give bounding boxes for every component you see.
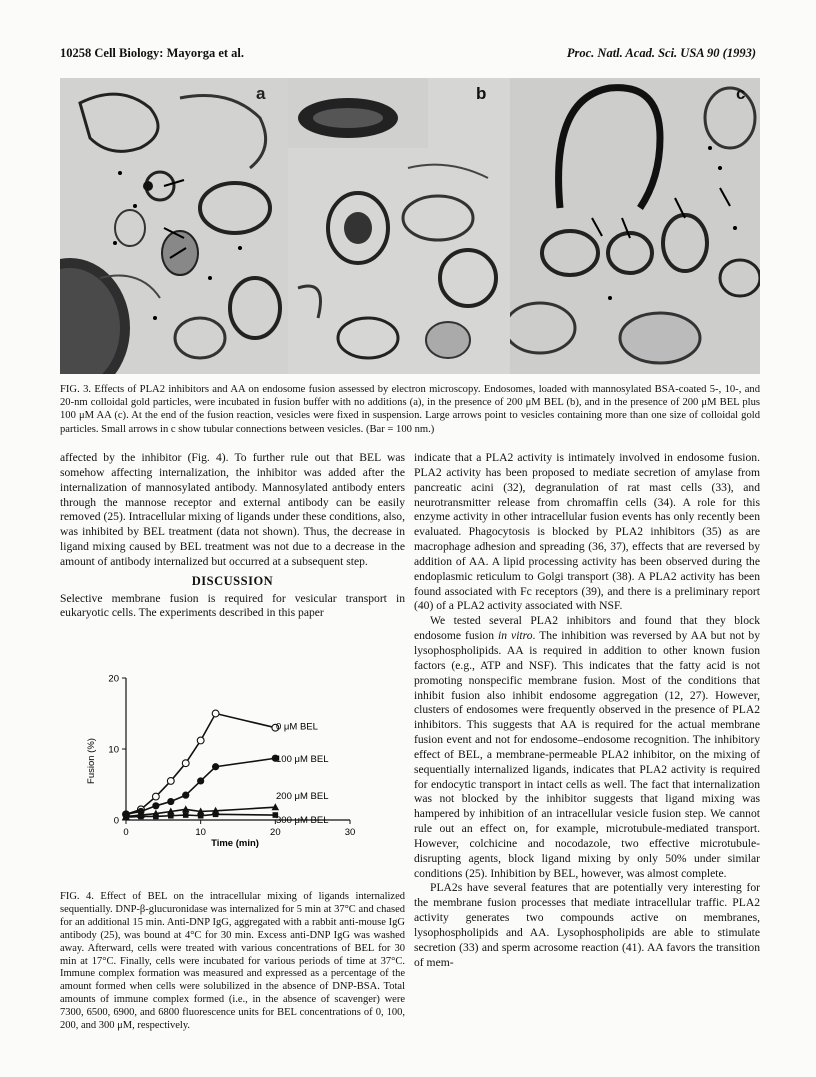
data-point — [213, 812, 219, 818]
figure-3-micrographs — [60, 78, 760, 374]
x-tick-label: 20 — [270, 827, 281, 838]
right-para-2-italic: in vitro — [498, 629, 533, 643]
micrograph-b-image — [288, 78, 510, 374]
x-tick-label: 30 — [344, 827, 356, 838]
left-column-text — [60, 451, 405, 621]
data-point — [182, 805, 190, 812]
right-column-text — [414, 451, 760, 971]
micrograph-a-image — [60, 78, 288, 374]
data-point — [167, 778, 174, 785]
data-point — [197, 777, 204, 784]
data-point — [123, 814, 129, 820]
y-axis-label: Fusion (%) — [86, 738, 97, 784]
series-label: 100 μM BEL — [276, 754, 329, 766]
data-point — [152, 802, 159, 809]
data-point — [167, 798, 174, 805]
x-tick-label: 0 — [123, 827, 129, 838]
y-tick-label: 0 — [113, 815, 119, 827]
right-para-2-start: We tested several PLA2 inhibitors and found that they block endosome fusion — [414, 614, 760, 643]
data-point — [212, 763, 219, 770]
left-para-2: Selective membrane fusion is required for vesicular transport in eukaryotic cells. The experiments described in this paper — [60, 591, 405, 620]
panel-label-c: c — [736, 84, 746, 103]
micrograph-panel-c — [510, 78, 760, 374]
right-para-2 — [414, 614, 760, 881]
header-left: 10258 Cell Biology: Mayorga et al. — [60, 46, 244, 60]
micrograph-panel-a — [60, 78, 288, 374]
x-tick-label: 10 — [195, 827, 206, 838]
figure-3-caption: FIG. 3. Effects of PLA2 inhibitors and AA on endosome fusion assessed by electron microscopy. Endosomes, loaded with mannosylated BSA-coated 5-, 10-, and 20-nm colloidal gold particles, were incubated in fusion buffer with no additions (a), in the presence of 200 μM BEL (b), and in the presence of 200 μM BEL plus 100 μM AA (c). At the end of the fusion reaction, vesicles were fixed in suspension. Large arrows point to vesicles containing more than one size of colloidal gold particles. Small arrows in c show tubular connections between vesicles. (Bar = 100 nm.) — [60, 384, 760, 435]
y-tick-label: 10 — [108, 744, 119, 756]
figure-4-chart — [60, 666, 360, 886]
data-point — [168, 813, 174, 819]
micrograph-c-image — [510, 78, 760, 374]
data-point — [153, 814, 159, 820]
right-para-1: indicate that a PLA2 activity is intimately involved in endosome fusion. PLA2 activity has been proposed to mediate secretion of amylase from pancreatic acini (32), degranulation of rat mast cells (33), and neurotransmitter release from chromaffin cells (34). A role for this enzyme activity in other intracellular fusion events has only recently been evaluated. Phagocytosis is blocked by PLA2 inhibitors (35) as are macrophage adhesion and spreading (36, 37), effects that are reversed by addition of AA. A lipid processing activity has been observed during the endoplasmic reticulum to Golgi transport (38). A PLA2 activity has been found associated with Fc receptors (39), and there is a preliminary report (40) of a PLA2 activity associated with NSF. — [414, 451, 760, 613]
section-title-discussion: DISCUSSION — [191, 573, 274, 588]
data-point — [212, 710, 219, 717]
data-point — [198, 813, 204, 819]
right-para-3: PLA2s have several features that are potentially very interesting for the membrane fusion processes that mediate intracellular traffic. PLA2 activity generates two compounds active on membranes, lysophospholipids and AA. Lysophospholipids are able to stimulate secretion (33) and sperm acrosome reaction (41). AA favors the transition of mem- — [414, 881, 760, 969]
series-label: 200 μM BEL — [276, 791, 329, 803]
data-point — [182, 760, 189, 767]
right-para-2-end: . The inhibition was reversed by AA but not by lysophospholipids. AA is required in addition to other known fusion factors (e.g., ATP and NSF). This indicates that the fatty acid is not promoting nonspecific membrane fusion. Most of the conditions that inhibit fusion also inhibit endosome aggregation (12, 27). However, clusters of endosomes were frequently observed in the presence of PLA2 inhibitors. This suggests that AA is required for the actual membrane fusion event and not for endosome–endosome recognition. The inhibitory effect of BEL, a membrane-permeable PLA2 inhibitor, on the mixing of sequentially internalized ligands, indicates that PLA2 activity is required for endocytic transport in intact cells as well. The fact that internalization was not blocked by the inhibitor suggests that ligand mixing was hampered by inhibition of an intracellular vesicle fusion step. We cannot rule out an effect on, for example, microtubule-mediated transport. However, colchicine and nocodazole, two effective microtubule-disrupting agents, block ligand mixing by only 50% under similar conditions (25). Inhibition by BEL, however, was almost complete. — [414, 629, 760, 880]
panel-label-a: a — [256, 84, 266, 103]
data-point — [182, 792, 189, 799]
figure-4-caption: FIG. 4. Effect of BEL on the intracellular mixing of ligands internalized sequentially. DNP-β-glucuronidase was internalized for 5 min at 37°C and chased for an additional 15 min. Anti-DNP IgG, aggregated with a rabbit anti-mouse IgG antibody (25), was bound at 4°C for 30 min. Excess anti-DNP IgG was washed away. Afterward, cells were treated with various concentrations of BEL for 30 min at 17°C. Finally, cells were incubated for various periods of time at 37°C. Immune complex formation was measured and expressed as a percentage of the amount formed when cells were solubilized in the absence of DNP-BSA. Total amounts of immune complex formed (i.e., in the absence of scavenger) were 7300, 6500, 6900, and 6800 fluorescence units for BEL concentrations of 0, 100, 200, and 300 μM, respectively. — [60, 891, 405, 1032]
data-point — [183, 812, 189, 818]
running-header — [60, 46, 756, 66]
series-label: 300 μM BEL — [276, 815, 329, 827]
y-tick-label: 20 — [108, 673, 119, 685]
x-axis-label: Time (min) — [211, 838, 259, 849]
data-point — [197, 737, 204, 744]
data-point — [138, 814, 144, 820]
header-right: Proc. Natl. Acad. Sci. USA 90 (1993) — [566, 46, 756, 60]
micrograph-panel-b — [288, 78, 510, 374]
series-line-1 — [126, 758, 275, 814]
panel-label-b: b — [476, 84, 487, 103]
series-label: 0 μM BEL — [276, 721, 318, 733]
series-line-0 — [126, 714, 275, 815]
left-para-1: affected by the inhibitor (Fig. 4). To further rule out that BEL was somehow affecting internalization, the inhibitor was added after the internalization of mannosylated antibody. Mannosylated antibody enters through the mannose receptor and external antibody can be easily removed (25). Intracellular mixing of ligands under these conditions, also, was inhibited by BEL treatment (data not shown). Thus, the decrease in ligand mixing caused by BEL treatment was not due to a decrease in the amount of antibody internalized but occurred at a subsequent step. — [60, 451, 405, 568]
data-point — [152, 793, 159, 800]
